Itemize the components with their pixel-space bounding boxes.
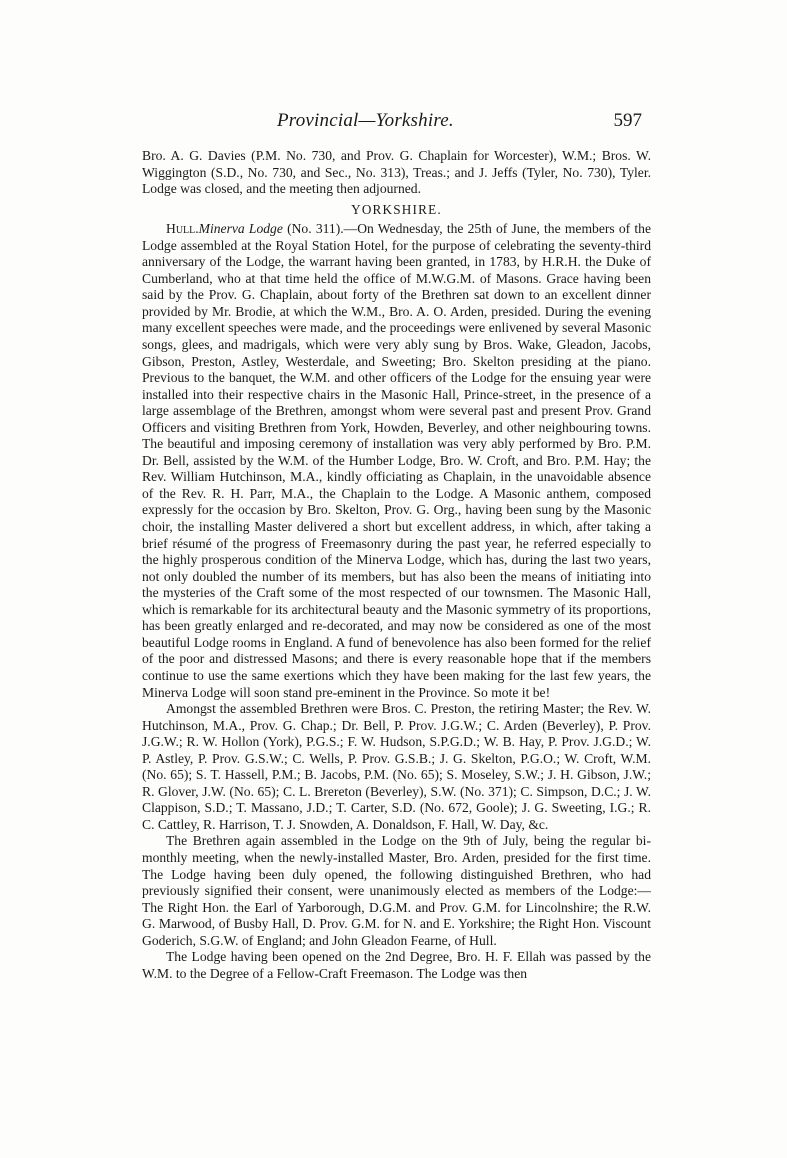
running-title: Provincial—Yorkshire.	[277, 110, 454, 131]
report-paragraph-1	[142, 221, 651, 701]
report-lodge-name: Minerva Lodge	[198, 221, 283, 237]
page-number: 597	[613, 110, 642, 131]
report-paragraph-2: Amongst the assembled Brethren were Bros. C. Preston, the retiring Master; the Rev. W. Hutchinson, M.A., Prov. G. Chap.; Dr. Bell, P. Prov. J.G.W.; C. Arden (Beverley), P. Prov. J.G.W.; R. W. Hollon (York), P.G.S.; F. W. Hudson, S.P.G.D.; W. B. Hay, P. Prov. J.G.D.; W. P. Astley, P. Prov. G.S.W.; C. Wells, P. Prov. G.S.B.; J. G. Skelton, P.G.O.; W. Croft, W.M. (No. 65); S. T. Hassell, P.M.; B. Jacobs, P.M. (No. 65); S. Moseley, S.W.; J. H. Gibson, J.W.; R. Glover, J.W. (No. 65); C. L. Brereton (Beverley), S.W. (No. 371); C. Simpson, D.C.; J. W. Clappison, S.D.; T. Massano, J.D.; T. Carter, S.D. (No. 672, Goole); J. G. Sweeting, I.G.; R. C. Cattley, R. Harrison, T. J. Snowden, A. Donaldson, F. Hall, W. Day, &c.	[142, 701, 651, 832]
report-lodge-number: (No. 311).	[282, 221, 344, 237]
report-paragraph-3: The Brethren again assembled in the Lodge on the 9th of July, being the regular bi-monthly meeting, when the newly-installed Master, Bro. Arden, presided for the first time. The Lodge having been duly opened, the following distinguished Brethren, who had previously signified their consent, were unanimously elected as members of the Lodge:—The Right Hon. the Earl of Yarborough, D.G.M. and Prov. G.M. for Lincolnshire; the R.W. G. Marwood, of Busby Hall, D. Prov. G.M. for N. and E. Yorkshire; the Right Hon. Viscount Goderich, S.G.W. of England; and John Gleadon Fearne, of Hull.	[142, 833, 651, 948]
intro-paragraph: Bro. A. G. Davies (P.M. No. 730, and Prov. G. Chaplain for Worcester), W.M.; Bros. W. Wiggington (S.D., No. 730, and Sec., No. 313), Treas.; and J. Jeffs (Tyler, No. 730), Tyler. Lodge was closed, and the meeting then adjourned.	[142, 148, 651, 197]
page-header	[142, 110, 642, 136]
section-heading: YORKSHIRE.	[351, 201, 442, 217]
text-column	[142, 148, 651, 982]
report-place: Hull.	[166, 221, 199, 237]
report-paragraph-1-text: —On Wednesday, the 25th of June, the members of the Lodge assembled at the Royal Station Hotel, for the purpose of celebrating the seventy-third anniversary of the Lodge, the warrant having been granted, in 1783, by H.R.H. the Duke of Cumberland, who at that time held the office of M.W.G.M. of Masons. Grace having been said by the Prov. G. Chaplain, about forty of the Brethren sat down to an excellent dinner provided by Mr. Brodie, at which the W.M., Bro. A. O. Arden, presided. During the evening many excellent speeches were made, and the proceedings were enlivened by several Masonic songs, glees, and madrigals, which were very ably sung by Bros. Wake, Gleadon, Jacobs, Gibson, Preston, Astley, Westerdale, and Sweeting; Bro. Skelton presiding at the piano. Previous to the banquet, the W.M. and other officers of the Lodge for the ensuing year were installed into their respective chairs in the Masonic Hall, Prince-street, in the presence of a large assemblage of the Brethren, amongst whom were several past and present Prov. Grand Officers and visiting Brethren from York, Howden, Beverley, and other neighbouring towns. The beautiful and imposing ceremony of installation was very ably performed by Bro. P.M. Dr. Bell, assisted by the W.M. of the Humber Lodge, Bro. W. Croft, and Bro. P.M. Hay; the Rev. William Hutchinson, M.A., kindly officiating as Chaplain, in the unavoidable absence of the Rev. R. H. Parr, M.A., the Chaplain to the Lodge. A Masonic anthem, composed expressly for the occasion by Bro. Skelton, Prov. G. Org., having been sung by the Masonic choir, the installing Master delivered a short but excellent address, in which, after taking a brief résumé of the progress of Freemasonry during the past year, he referred especially to the highly prosperous condition of the Minerva Lodge, which has, during the last two years, not only doubled the number of its members, but has also been the means of initiating into the mysteries of the Craft some of the most respected of our townsmen. The Masonic Hall, which is remarkable for its architectural beauty and the Masonic symmetry of its proportions, has been greatly enlarged and re-decorated, and may now be considered as one of the most beautiful Lodge rooms in England. A fund of benevolence has also been formed for the relief of the poor and distressed Masons; and there is every reasonable hope that if the members continue to use the same exertions which they have been making for the last few years, the Minerva Lodge will soon stand pre-eminent in the Province. So mote it be!	[142, 221, 651, 700]
report-paragraph-4: The Lodge having been opened on the 2nd Degree, Bro. H. F. Ellah was passed by the W.M. to the Degree of a Fellow-Craft Freemason. The Lodge was then	[142, 949, 651, 981]
